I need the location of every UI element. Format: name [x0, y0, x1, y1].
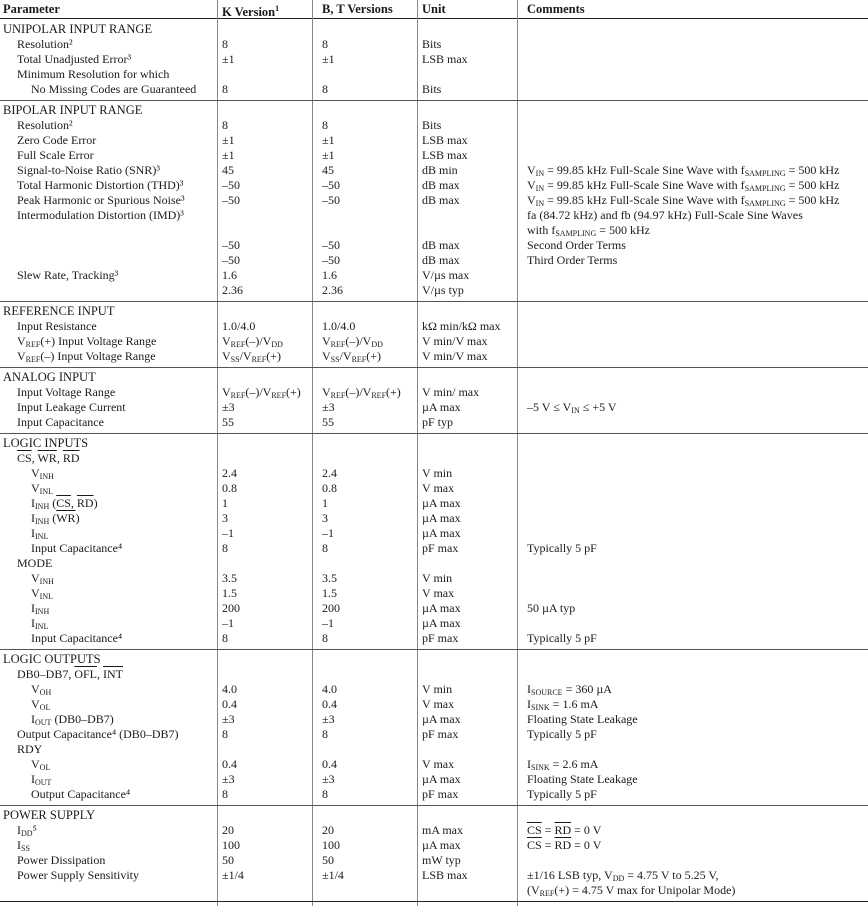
- column-divider: [417, 0, 418, 906]
- comment-cell: 50 µA typ: [527, 601, 576, 615]
- value-cell: –1: [222, 526, 234, 540]
- value-cell: $V_{SS}/V_{REF}(+)$: [222, 349, 282, 364]
- value-cell: mA max: [422, 823, 463, 837]
- parameter-cell: Input Resistance: [17, 319, 97, 333]
- value-cell: 0.8: [322, 481, 337, 495]
- comment-cell: ±1/16 LSB typ, $V_{DD} = 4.75$ V to 5.25 V,: [527, 868, 719, 883]
- value-cell: –50: [222, 238, 240, 252]
- value-cell: V max: [422, 481, 455, 495]
- value-cell: 8: [322, 631, 328, 645]
- value-cell: 100: [222, 838, 240, 852]
- column-header: K Version$^1$: [222, 4, 280, 20]
- value-cell: 1.6: [322, 268, 337, 282]
- parameter-cell: $I_{DD}^5$: [17, 823, 37, 838]
- comment-cell: $I_{SINK} = 1.6$ mA: [527, 697, 599, 712]
- value-cell: 0.4: [322, 757, 337, 771]
- comment-cell: Third Order Terms: [527, 253, 618, 267]
- value-cell: Bits: [422, 37, 442, 51]
- parameter-cell: $I_{INL}$: [31, 616, 49, 631]
- comment-cell: $I_{SINK} = 2.6$ mA: [527, 757, 599, 772]
- section-rule: [0, 301, 868, 302]
- value-cell: ±3: [322, 772, 335, 786]
- value-cell: V/µs typ: [422, 283, 464, 297]
- parameter-cell: DB0–DB7, $\overline{OFL}$, $\overline{INT}$: [17, 667, 124, 681]
- value-cell: –50: [322, 253, 340, 267]
- value-cell: pF max: [422, 541, 459, 555]
- parameter-cell: $\overline{CS}$, $\overline{WR}$, $\overline{RD}$: [17, 451, 80, 465]
- parameter-cell: Zero Code Error: [17, 133, 97, 147]
- parameter-cell: $V_{OH}$: [31, 682, 52, 697]
- parameter-cell: RDY: [17, 742, 43, 756]
- section-rule: [0, 100, 868, 101]
- value-cell: 1.5: [322, 586, 337, 600]
- value-cell: –1: [322, 526, 334, 540]
- value-cell: kΩ min/kΩ max: [422, 319, 501, 333]
- value-cell: 50: [222, 853, 234, 867]
- parameter-cell: Output Capacitance⁴: [31, 787, 131, 801]
- parameter-cell: Peak Harmonic or Spurious Noise³: [17, 193, 185, 207]
- column-header: Comments: [527, 2, 585, 16]
- value-cell: 8: [222, 118, 228, 132]
- parameter-cell: Input Capacitance⁴: [31, 631, 123, 645]
- parameter-cell: $V_{OL}$: [31, 697, 51, 712]
- value-cell: ±3: [222, 400, 235, 414]
- value-cell: µA max: [422, 496, 461, 510]
- table-bottom-rule: [0, 901, 868, 902]
- column-divider: [312, 0, 313, 906]
- value-cell: V/µs max: [422, 268, 470, 282]
- value-cell: 1.0/4.0: [222, 319, 256, 333]
- column-divider: [217, 0, 218, 906]
- parameter-cell: Total Harmonic Distortion (THD)³: [17, 178, 184, 192]
- comment-cell: ($V_{REF}(+) = 4.75$ V max for Unipolar Mode): [527, 883, 736, 898]
- section-title: LOGIC OUTPUTS: [3, 652, 101, 666]
- value-cell: V min/ max: [422, 385, 480, 399]
- value-cell: 8: [222, 727, 228, 741]
- value-cell: LSB max: [422, 868, 468, 882]
- section-rule: [0, 805, 868, 806]
- parameter-cell: Signal-to-Noise Ratio (SNR)³: [17, 163, 160, 177]
- value-cell: 1: [322, 496, 328, 510]
- value-cell: 2.4: [222, 466, 237, 480]
- value-cell: –50: [322, 238, 340, 252]
- parameter-cell: $I_{SS}$: [17, 838, 30, 853]
- value-cell: 8: [222, 541, 228, 555]
- value-cell: ±1: [322, 148, 335, 162]
- comment-cell: $V_{IN} = 99.85$ kHz Full-Scale Sine Wave with $f_{SAMPLING} = 500$ kHz: [527, 163, 840, 178]
- value-cell: 3: [222, 511, 228, 525]
- section-rule: [0, 649, 868, 650]
- value-cell: µA max: [422, 616, 461, 630]
- value-cell: LSB max: [422, 133, 468, 147]
- value-cell: –50: [322, 193, 340, 207]
- value-cell: ±1/4: [322, 868, 344, 882]
- value-cell: 2.36: [222, 283, 243, 297]
- value-cell: 4.0: [322, 682, 337, 696]
- value-cell: µA max: [422, 712, 461, 726]
- value-cell: 8: [322, 37, 328, 51]
- section-title: ANALOG INPUT: [3, 370, 96, 384]
- value-cell: ±3: [222, 712, 235, 726]
- comment-cell: –5 $V \le V_{IN} \le +5$ V: [527, 400, 617, 415]
- value-cell: 100: [322, 838, 340, 852]
- section-title: REFERENCE INPUT: [3, 304, 115, 318]
- value-cell: µA max: [422, 601, 461, 615]
- value-cell: 8: [322, 118, 328, 132]
- comment-cell: $V_{IN} = 99.85$ kHz Full-Scale Sine Wave with $f_{SAMPLING} = 500$ kHz: [527, 178, 840, 193]
- value-cell: ±1/4: [222, 868, 244, 882]
- column-header: B, T Versions: [322, 2, 393, 16]
- value-cell: ±3: [322, 712, 335, 726]
- value-cell: 3: [322, 511, 328, 525]
- value-cell: 8: [322, 787, 328, 801]
- value-cell: $V_{REF}(-)/V_{DD}$: [222, 334, 283, 349]
- value-cell: 4.0: [222, 682, 237, 696]
- value-cell: ±1: [222, 52, 235, 66]
- value-cell: pF max: [422, 727, 459, 741]
- value-cell: ±1: [222, 148, 235, 162]
- value-cell: ±1: [322, 52, 335, 66]
- parameter-cell: $V_{OL}$: [31, 757, 51, 772]
- column-header: Unit: [422, 2, 446, 16]
- header-rule: [0, 18, 868, 19]
- value-cell: $V_{REF}(-)/V_{DD}$: [322, 334, 383, 349]
- section-title: UNIPOLAR INPUT RANGE: [3, 22, 153, 36]
- value-cell: 3.5: [322, 571, 337, 585]
- value-cell: 8: [322, 727, 328, 741]
- value-cell: 1.0/4.0: [322, 319, 356, 333]
- value-cell: 0.8: [222, 481, 237, 495]
- value-cell: 3.5: [222, 571, 237, 585]
- value-cell: 0.4: [222, 757, 237, 771]
- comment-cell: Typically 5 pF: [527, 727, 597, 741]
- value-cell: 20: [322, 823, 334, 837]
- comment-cell: $I_{SOURCE} = 360$ µA: [527, 682, 612, 697]
- value-cell: 200: [222, 601, 240, 615]
- parameter-cell: Input Voltage Range: [17, 385, 116, 399]
- value-cell: 0.4: [322, 697, 337, 711]
- value-cell: V max: [422, 757, 455, 771]
- value-cell: ±1: [322, 133, 335, 147]
- value-cell: 45: [222, 163, 234, 177]
- value-cell: pF max: [422, 787, 459, 801]
- value-cell: dB max: [422, 178, 460, 192]
- value-cell: 200: [322, 601, 340, 615]
- value-cell: V min: [422, 466, 453, 480]
- value-cell: $V_{REF}(-)/V_{REF}(+)$: [322, 385, 401, 400]
- parameter-cell: $V_{INL}$: [31, 481, 53, 496]
- value-cell: 8: [222, 787, 228, 801]
- parameter-cell: Output Capacitance⁴ (DB0–DB7): [17, 727, 179, 741]
- value-cell: µA max: [422, 400, 461, 414]
- value-cell: Bits: [422, 82, 442, 96]
- value-cell: LSB max: [422, 52, 468, 66]
- value-cell: 2.4: [322, 466, 337, 480]
- parameter-cell: $V_{INL}$: [31, 586, 53, 601]
- parameter-cell: Input Capacitance: [17, 415, 104, 429]
- value-cell: dB max: [422, 253, 460, 267]
- parameter-cell: $I_{OUT}$: [31, 772, 52, 787]
- parameter-cell: $I_{INH}$ $(\overline{WR})$: [31, 511, 80, 526]
- parameter-cell: $I_{INL}$: [31, 526, 49, 541]
- value-cell: 8: [222, 82, 228, 96]
- value-cell: 8: [222, 631, 228, 645]
- section-title: POWER SUPPLY: [3, 808, 96, 822]
- parameter-cell: Intermodulation Distortion (IMD)³: [17, 208, 184, 222]
- value-cell: 1.6: [222, 268, 237, 282]
- value-cell: ±3: [222, 772, 235, 786]
- comment-cell: $\overline{CS} = \overline{RD} = 0$ V: [527, 838, 602, 852]
- value-cell: V min: [422, 682, 453, 696]
- value-cell: mW typ: [422, 853, 461, 867]
- value-cell: $V_{SS}/V_{REF}(+)$: [322, 349, 382, 364]
- value-cell: –50: [222, 253, 240, 267]
- section-rule: [0, 367, 868, 368]
- value-cell: 8: [322, 541, 328, 555]
- value-cell: 1: [222, 496, 228, 510]
- value-cell: V max: [422, 586, 455, 600]
- value-cell: pF max: [422, 631, 459, 645]
- value-cell: µA max: [422, 772, 461, 786]
- value-cell: –50: [322, 178, 340, 192]
- value-cell: 8: [322, 82, 328, 96]
- parameter-cell: $V_{INH}$: [31, 571, 54, 586]
- parameter-cell: $V_{REF}(+)$ Input Voltage Range: [17, 334, 157, 349]
- value-cell: µA max: [422, 511, 461, 525]
- section-title: LOGIC INPUTS: [3, 436, 89, 450]
- parameter-cell: Input Capacitance⁴: [31, 541, 123, 555]
- parameter-cell: Power Dissipation: [17, 853, 106, 867]
- value-cell: V min/V max: [422, 349, 488, 363]
- parameter-cell: $V_{REF}(-)$ Input Voltage Range: [17, 349, 156, 364]
- comment-cell: Typically 5 pF: [527, 631, 597, 645]
- value-cell: 55: [322, 415, 334, 429]
- value-cell: 50: [322, 853, 334, 867]
- parameter-cell: Total Unadjusted Error³: [17, 52, 132, 66]
- value-cell: –1: [222, 616, 234, 630]
- column-divider: [517, 0, 518, 906]
- column-header: Parameter: [3, 2, 60, 16]
- value-cell: dB max: [422, 193, 460, 207]
- parameter-cell: Input Leakage Current: [17, 400, 126, 414]
- value-cell: –1: [322, 616, 334, 630]
- value-cell: $V_{REF}(-)/V_{REF}(+)$: [222, 385, 301, 400]
- comment-cell: with $f_{SAMPLING} = 500$ kHz: [527, 223, 651, 238]
- parameter-cell: $I_{OUT}$ (DB0–DB7): [31, 712, 114, 727]
- section-title: BIPOLAR INPUT RANGE: [3, 103, 143, 117]
- parameter-cell: Full Scale Error: [17, 148, 94, 162]
- value-cell: 55: [222, 415, 234, 429]
- value-cell: 0.4: [222, 697, 237, 711]
- value-cell: LSB max: [422, 148, 468, 162]
- value-cell: pF typ: [422, 415, 454, 429]
- value-cell: V min/V max: [422, 334, 488, 348]
- comment-cell: Floating State Leakage: [527, 772, 638, 786]
- section-rule: [0, 433, 868, 434]
- comment-cell: Second Order Terms: [527, 238, 626, 252]
- value-cell: –50: [222, 193, 240, 207]
- value-cell: V min: [422, 571, 453, 585]
- value-cell: ±1: [222, 133, 235, 147]
- comment-cell: Typically 5 pF: [527, 787, 597, 801]
- comment-cell: Typically 5 pF: [527, 541, 597, 555]
- parameter-cell: Slew Rate, Tracking³: [17, 268, 119, 282]
- value-cell: 2.36: [322, 283, 343, 297]
- value-cell: dB min: [422, 163, 458, 177]
- value-cell: dB max: [422, 238, 460, 252]
- value-cell: 20: [222, 823, 234, 837]
- comment-cell: fa (84.72 kHz) and fb (94.97 kHz) Full-Scale Sine Waves: [527, 208, 803, 222]
- parameter-cell: Resolution²: [17, 37, 73, 51]
- value-cell: –50: [222, 178, 240, 192]
- parameter-cell: Minimum Resolution for which: [17, 67, 170, 81]
- comment-cell: $V_{IN} = 99.85$ kHz Full-Scale Sine Wave with $f_{SAMPLING} = 500$ kHz: [527, 193, 840, 208]
- value-cell: ±3: [322, 400, 335, 414]
- comment-cell: Floating State Leakage: [527, 712, 638, 726]
- parameter-cell: Power Supply Sensitivity: [17, 868, 140, 882]
- value-cell: Bits: [422, 118, 442, 132]
- value-cell: 8: [222, 37, 228, 51]
- parameter-cell: MODE: [17, 556, 53, 570]
- value-cell: 1.5: [222, 586, 237, 600]
- parameter-cell: $I_{INH}$: [31, 601, 50, 616]
- parameter-cell: $I_{INH}$ ($\overline{CS}$, $\overline{RD}$): [31, 496, 98, 511]
- value-cell: V max: [422, 697, 455, 711]
- value-cell: µA max: [422, 838, 461, 852]
- value-cell: 45: [322, 163, 334, 177]
- parameter-cell: Resolution²: [17, 118, 73, 132]
- comment-cell: $\overline{CS} = \overline{RD} = 0$ V: [527, 823, 602, 837]
- value-cell: µA max: [422, 526, 461, 540]
- parameter-cell: No Missing Codes are Guaranteed: [31, 82, 197, 96]
- parameter-cell: $V_{INH}$: [31, 466, 54, 481]
